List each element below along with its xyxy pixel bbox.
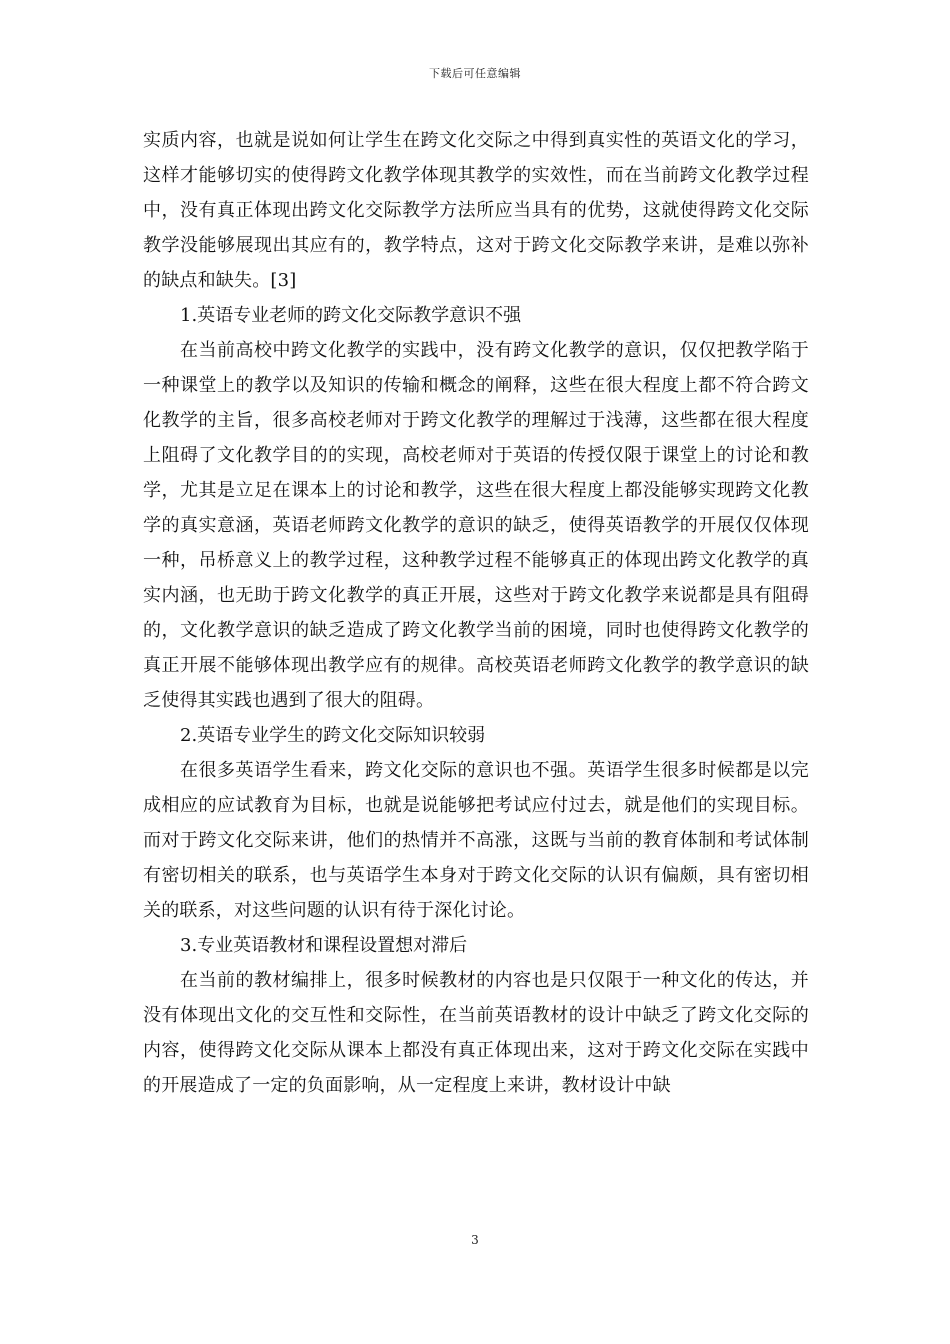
- paragraph-section-3: 在当前的教材编排上，很多时候教材的内容也是只仅限于一种文化的传达，并没有体现出文化的交互性和交际性，在当前英语教材的设计中缺乏了跨文化交际的内容，使得跨文化交际从课本上都没有真正体现出来，这对于跨文化交际在实践中的开展造成了一定的负面影响，从一定程度上来讲，教材设计中缺: [143, 970, 809, 1096]
- page-number: 3: [471, 1233, 479, 1247]
- section-heading-1: 1.英语专业老师的跨文化交际教学意识不强: [180, 305, 522, 326]
- page-header: 下载后可任意编辑: [429, 67, 521, 80]
- paragraph-section-2: 在很多英语学生看来，跨文化交际的意识也不强。英语学生很多时候都是以完成相应的应试教育为目标，也就是说能够把考试应付过去，就是他们的实现目标。而对于跨文化交际来讲，他们的热情并不高涨，这既与当前的教育体制和考试体制有密切相关的联系，也与英语学生本身对于跨文化交际的认识有偏颇，具有密切相关的联系，对这些问题的认识有待于深化讨论。: [143, 760, 809, 921]
- paragraph-continuation: 实质内容，也就是说如何让学生在跨文化交际之中得到真实性的英语文化的学习，这样才能够切实的使得跨文化教学体现其教学的实效性，而在当前跨文化教学过程中，没有真正体现出跨文化交际教学方法所应当具有的优势，这就使得跨文化交际教学没能够展现出其应有的，教学特点，这对于跨文化交际教学来讲，是难以弥补的缺点和缺失。[3]: [143, 130, 809, 291]
- section-heading-2: 2.英语专业学生的跨文化交际知识较弱: [180, 725, 486, 746]
- paragraph-section-1: 在当前高校中跨文化教学的实践中，没有跨文化教学的意识，仅仅把教学陷于一种课堂上的教学以及知识的传输和概念的阐释，这些在很大程度上都不符合跨文化教学的主旨，很多高校老师对于跨文化教学的理解过于浅薄，这些都在很大程度上阻碍了文化教学目的的实现，高校老师对于英语的传授仅限于课堂上的讨论和教学，尤其是立足在课本上的讨论和教学，这些在很大程度上都没能够实现跨文化教学的真实意涵，英语老师跨文化教学的意识的缺乏，使得英语教学的开展仅仅体现一种，吊桥意义上的教学过程，这种教学过程不能够真正的体现出跨文化教学的真实内涵，也无助于跨文化教学的真正开展，这些对于跨文化教学来说都是具有阻碍的，文化教学意识的缺乏造成了跨文化教学当前的困境，同时也使得跨文化教学的真正开展不能够体现出教学应有的规律。高校英语老师跨文化教学的教学意识的缺乏使得其实践也遇到了很大的阻碍。: [143, 340, 809, 711]
- document-body: [143, 123, 809, 1103]
- section-heading-3: 3.专业英语教材和课程设置想对滞后: [180, 935, 468, 956]
